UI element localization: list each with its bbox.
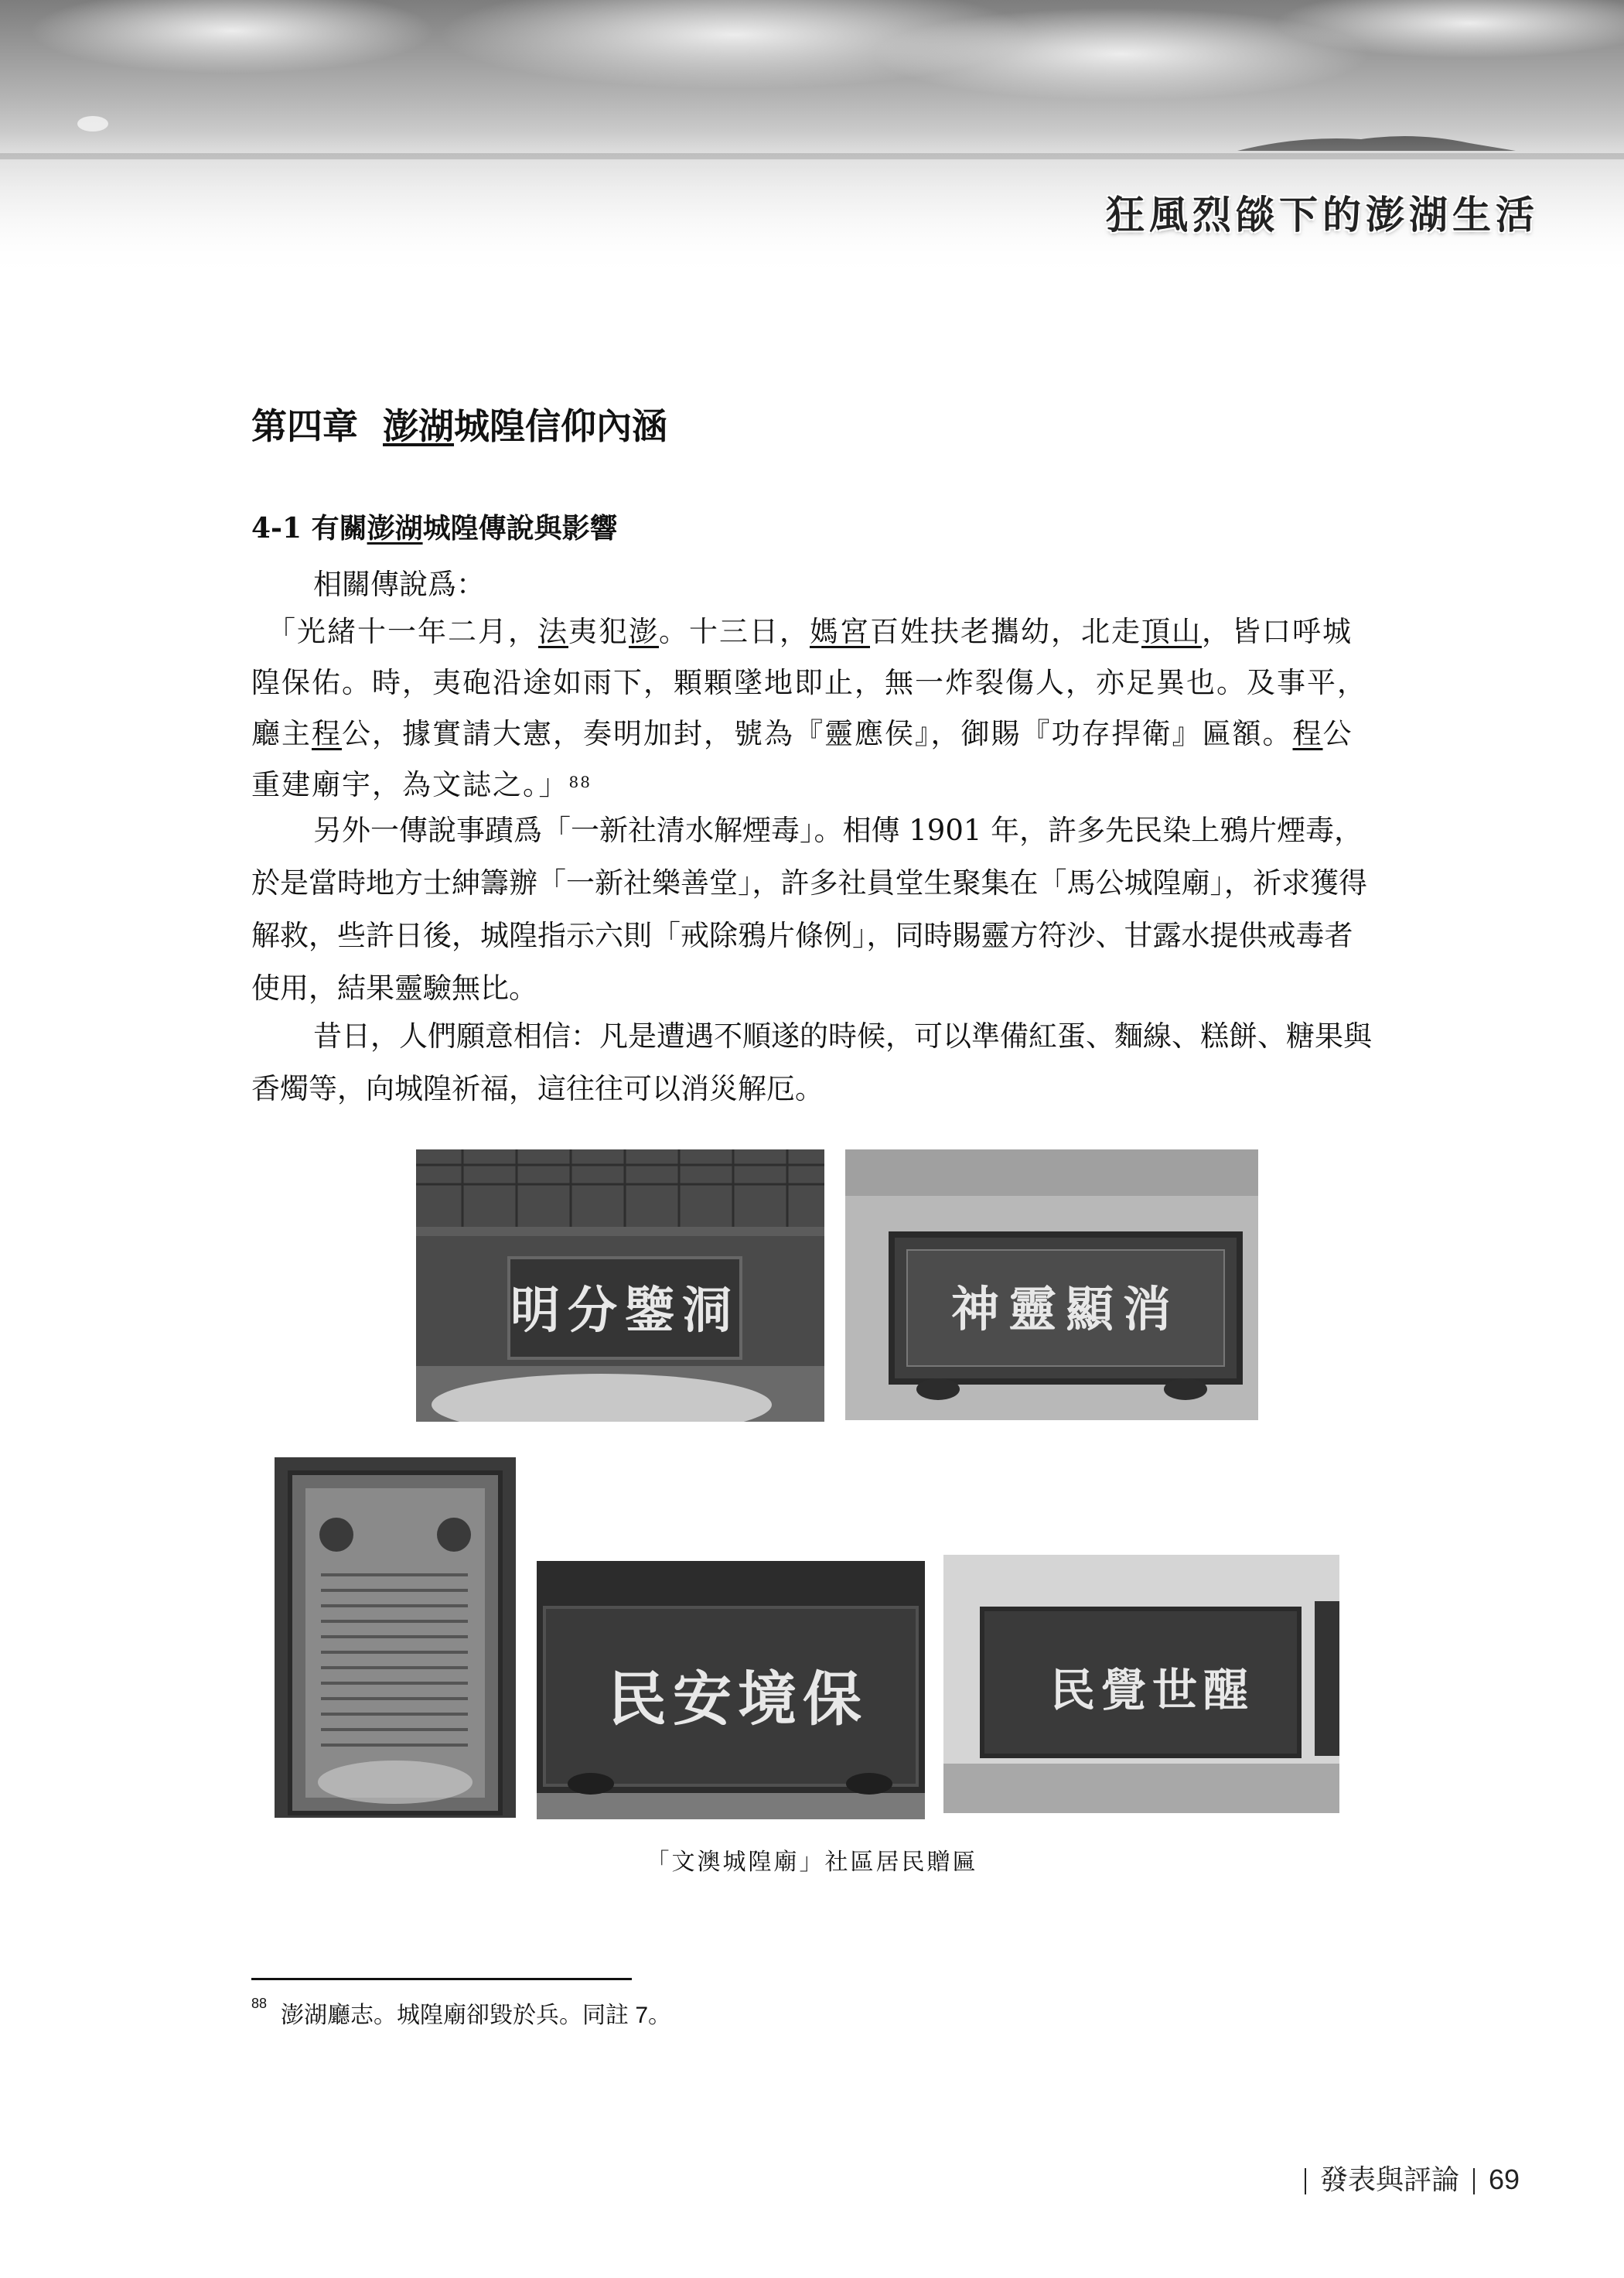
quote-text: 百姓扶老攜幼，北走 [870, 615, 1141, 648]
page-footer [1291, 2158, 1520, 2198]
footnote-ref[interactable]: 88 [568, 773, 592, 791]
footnote-number: 88 [251, 1996, 268, 2011]
footnote [251, 1996, 671, 2030]
quote-text: ，皆口呼城隍保佑。時，夷砲沿途如雨下，顆顆墜地即止，無一炸裂傷人，亦足異也。及事平，廳主 [251, 615, 1367, 750]
chapter-title-rest: 城隍信仰內涵 [454, 405, 668, 447]
plaque-photo-1 [416, 1149, 824, 1422]
quote-place: 媽宮 [810, 615, 870, 648]
quote-name: 程 [1292, 717, 1323, 750]
plaque-photo-5 [943, 1555, 1339, 1813]
footer-divider [1473, 2168, 1475, 2194]
custom-paragraph: 昔日，人們願意相信：凡是遭遇不順遂的時候，可以準備紅蛋、麵線、糕餅、糖果與香燭等，向城隍祈福，這往往可以消災解厄。 [251, 1019, 1372, 1105]
series-title: 狂風烈燄下的澎湖生活 [1106, 193, 1539, 237]
section-number: 4-1 有關 [251, 512, 367, 545]
legend-paragraph: 另外一傳說事蹟爲「一新社清水解煙毒」。相傳 1901 年，許多先民染上鴉片煙毒，於是當時地方士紳籌辦「一新社樂善堂」，許多社員堂生聚集在「馬公城隍廟」，祈求獲得解救，些許日後，城隍指示六則「戒除鴉片條例」，同時賜靈方符沙、甘露水提供戒毒者使用，結果靈驗無比。 [251, 814, 1367, 1005]
section-title-rest: 城隍傳說與影響 [422, 512, 618, 545]
chapter-title [251, 398, 1380, 449]
quote-text: 夷犯 [568, 615, 629, 648]
quote-text: 「光緒十一年二月， [267, 615, 538, 648]
footer-section: 發表與評論 [1319, 2164, 1459, 2195]
header-banner [0, 0, 1624, 278]
quote-text: 公，據實請大憲，奏明加封，號為『靈應侯』，御賜『功存捍衛』匾額。 [342, 717, 1293, 750]
chapter-prefix: 第四章 [251, 405, 358, 447]
plaque-5-text: 民覺世醒 [1049, 1664, 1255, 1716]
plaque-1-text: 明分鑒洞 [510, 1282, 739, 1340]
section-place: 澎湖 [367, 512, 423, 545]
plaque-photo-4 [537, 1561, 925, 1819]
quote-name: 程 [312, 717, 342, 750]
chapter-place: 澎湖 [383, 405, 455, 447]
stele-photo [275, 1457, 516, 1818]
footnote-text: 澎湖廳志。城隍廟卻毀於兵。同註 7。 [281, 2003, 672, 2028]
plaque-4-text: 民安境保 [608, 1665, 868, 1733]
footnote-divider [251, 1978, 632, 1980]
footer-divider [1305, 2168, 1306, 2194]
page-number: 69 [1488, 2164, 1520, 2195]
plaque-photo-2 [845, 1149, 1258, 1420]
intro-paragraph: 相關傳說爲： [313, 568, 485, 601]
photo-caption: 「文澳城隍廟」社區居民贈匾 [646, 1849, 978, 1876]
quote-text: 公重建廟宇，為文誌之。」 [251, 717, 1353, 801]
quote-place: 頂山 [1141, 615, 1202, 648]
quote-place: 澎 [629, 615, 659, 648]
quote-text: 。十三日， [659, 615, 810, 648]
section-title [251, 507, 1380, 546]
quote-paragraph [251, 606, 1380, 811]
quote-name: 法 [538, 615, 568, 648]
plaque-2-text: 神靈顯消 [950, 1281, 1181, 1337]
